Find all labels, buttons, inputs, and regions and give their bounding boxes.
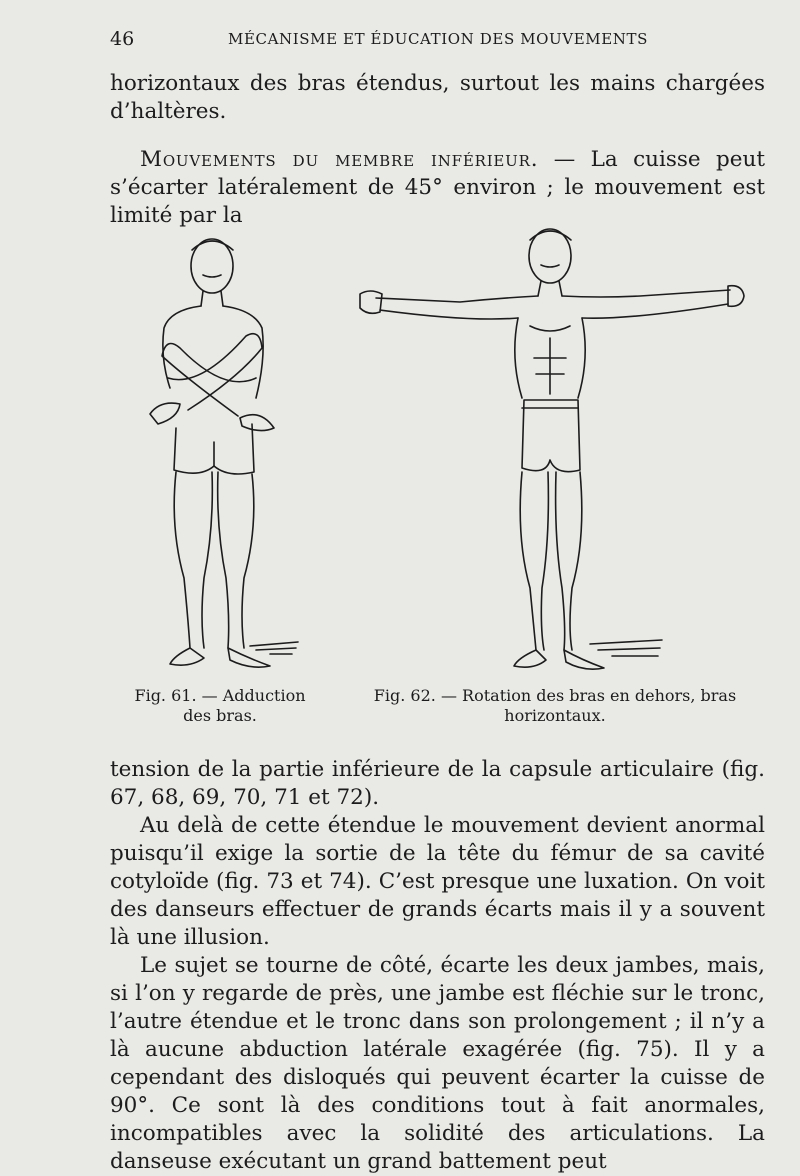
section-title: Mouvements du membre inférieur. — [140, 147, 539, 172]
figure-61-caption — [110, 686, 330, 726]
figure-61-drawing — [120, 228, 320, 678]
paragraph-text: horizontaux des bras étendus, surtout les mains chargées d’haltères. — [110, 71, 765, 124]
figure-62-drawing — [350, 218, 760, 678]
paragraph-text: Au delà de cette étendue le mouvement devient anormal puisqu’il exige la sortie de la tête du fémur de sa cavité cotyloïde (fig. 73 et 74). C’est presque une luxation. On voit des danseurs effectuer de grands écarts mais il y a souvent là une illusion. — [110, 813, 765, 950]
figure-61-illustration — [120, 228, 320, 678]
caption-line: des bras. — [183, 706, 257, 725]
caption-line: Fig. 61. — Adduction — [134, 686, 306, 705]
caption-line: Fig. 62. — Rotation des bras en dehors, bras — [373, 686, 737, 705]
paragraph-text: tension de la partie inférieure de la capsule articulaire (fig. 67, 68, 69, 70, 71 et 72). — [110, 757, 765, 810]
running-head: MÉCANISME ET ÉDUCATION DES MOUVEMENTS — [228, 30, 648, 48]
page-header — [110, 28, 770, 52]
figure-62-illustration — [350, 218, 760, 678]
body-text — [110, 756, 765, 1176]
section-body: La cuisse peut s’écarter latéralement de 45° environ ; le mouvement est limité par la — [110, 147, 765, 228]
figure-62-caption — [355, 686, 755, 726]
page-number: 46 — [110, 28, 135, 50]
caption-line: horizontaux. — [504, 706, 606, 725]
paragraph-text: Le sujet se tourne de côté, écarte les deux jambes, mais, si l’on y regarde de près, une jambe est fléchie sur le tronc, l’autre étendue et le tronc dans son prolongement ; il n’y a là aucune abduction latérale exagérée (fig. 75). Il y a cependant des disloqués qui peuvent écarter la cuisse de 90°. Ce sont là des conditions tout à fait anormales, incompatibles avec la solidité des articulations. La danseuse exécutant un grand battement peut — [110, 953, 765, 1174]
section-separator: — — [538, 147, 591, 172]
paragraph-continuation — [110, 70, 765, 126]
